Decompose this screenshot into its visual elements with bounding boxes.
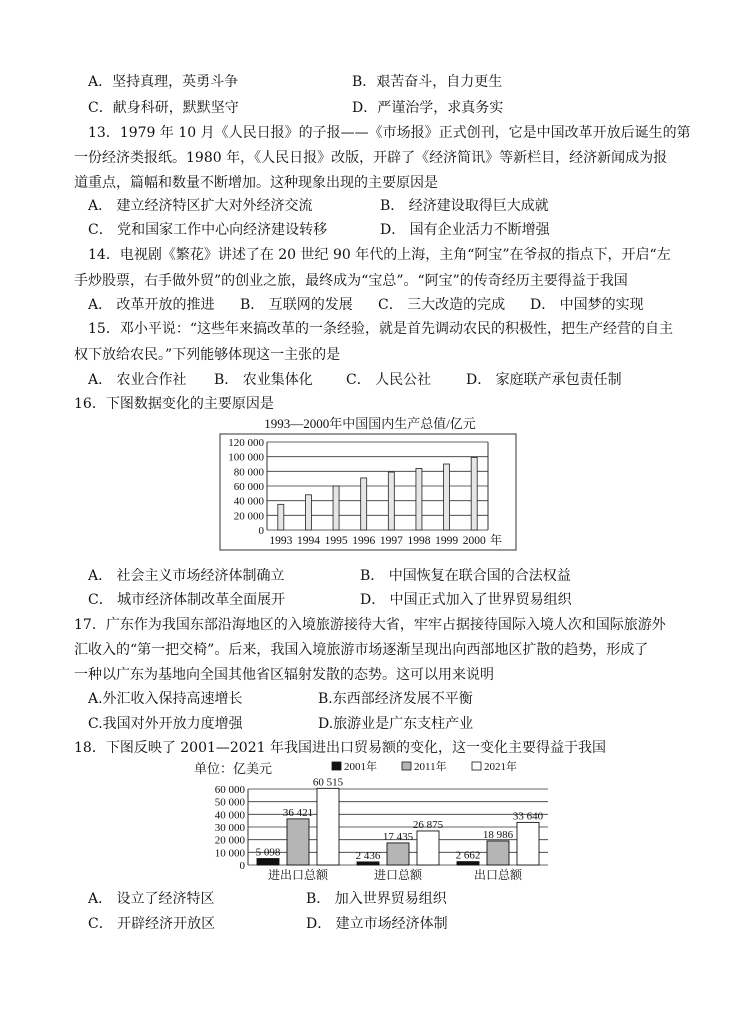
trade-chart: [192, 757, 552, 881]
q17-stem-line-1: 17．广东作为我国东部沿海地区的入境旅游接待大省，牢牢占据接待国际入境人次和国际旅游外: [74, 617, 666, 633]
q18-option-b: B． 加入世界贸易组织: [306, 891, 447, 907]
trade-x-tick-label: 出口总额: [473, 868, 523, 881]
trade-bar-0-1: [287, 819, 309, 865]
q16-option-a: A． 社会主义市场经济体制确立: [88, 568, 285, 584]
q17-option-a: A.外汇收入保持高速增长: [88, 691, 243, 707]
q15-option-c: C． 人民公社: [346, 372, 432, 388]
q13-stem-line-3: 道重点，篇幅和数量不断增加。这种现象出现的主要原因是: [74, 175, 438, 191]
q17-stem-line-3: 一种以广东为基地向全国其他省区辐射发散的态势。这可以用来说明: [74, 667, 494, 683]
q15-stem-line-1: 15．邓小平说：“这些年来搞改革的一条经验，就是首先调动农民的积极性，把生产经营的自主: [88, 321, 673, 337]
trade-data-label: 60 515: [312, 776, 344, 789]
q15-option-d: D． 家庭联产承包责任制: [466, 372, 622, 388]
prev-option-c: C．献身科研，默默坚守: [88, 100, 239, 116]
q17-option-c: C.我国对外开放力度增强: [88, 716, 243, 732]
trade-data-label: 2 662: [455, 849, 481, 862]
prev-option-a: A．坚持真理，英勇斗争: [88, 74, 239, 90]
gdp-chart: [210, 412, 540, 552]
q16-stem: 16．下图数据变化的主要原因是: [74, 396, 274, 412]
gdp-bar-1993: [278, 504, 284, 530]
gdp-chart-title: 1993—2000年中国国内生产总值/亿元: [264, 416, 476, 431]
trade-data-label: 5 098: [255, 846, 281, 859]
gdp-x-tick-label: 1998: [407, 535, 431, 547]
trade-y-tick-label: 50 000: [214, 796, 245, 809]
trade-bar-2-2: [517, 822, 539, 865]
q14-option-d: D． 中国梦的实现: [530, 297, 644, 313]
trade-bar-1-1: [387, 843, 409, 865]
q17-option-d: D.旅游业是广东支柱产业: [318, 716, 474, 732]
gdp-bar-1997: [388, 472, 394, 530]
trade-y-tick-label: 10 000: [214, 847, 245, 860]
trade-y-tick-label: 30 000: [214, 822, 245, 834]
prev-option-d: D．严谨治学，求真务实: [352, 100, 504, 116]
trade-legend-swatch-2: [472, 762, 481, 770]
q16-option-c: C． 城市经济体制改革全面展开: [88, 592, 286, 608]
gdp-bar-2000: [471, 457, 477, 530]
trade-bar-0-2: [317, 788, 339, 865]
trade-y-tick-label: 0: [239, 860, 245, 872]
q18-option-a: A． 设立了经济特区: [88, 891, 215, 907]
q14-option-c: C． 三大改造的完成: [378, 297, 506, 313]
q18-option-d: D． 建立市场经济体制: [306, 916, 448, 932]
gdp-bar-1994: [305, 495, 311, 530]
trade-data-label: 17 435: [382, 830, 414, 843]
q14-stem-line-1: 14．电视剧《繁花》讲述了在 20 世纪 90 年代的上海，主角“阿宝”在爷叔的指点下，开启“左: [88, 247, 671, 263]
gdp-x-tick-label: 1997: [379, 535, 403, 547]
trade-bar-2-0: [457, 862, 479, 865]
q15-option-b: B． 农业集体化: [214, 372, 313, 388]
gdp-x-tick-label: 1994: [296, 535, 320, 547]
q17-stem-line-2: 汇收入的“第一把交椅”。后来，我国入境旅游市场逐渐呈现出向西部地区扩散的趋势，形成了: [74, 642, 649, 658]
trade-bar-0-0: [257, 859, 279, 865]
q13-option-a: A． 建立经济特区扩大对外经济交流: [88, 198, 313, 214]
gdp-x-tick-label: 1995: [324, 535, 348, 547]
gdp-x-tick-label: 1993: [269, 535, 293, 547]
trade-y-tick-label: 20 000: [214, 834, 245, 847]
trade-chart-unit: 单位：亿美元: [194, 761, 273, 776]
q18-option-c: C． 开辟经济开放区: [88, 916, 216, 932]
gdp-x-tick-label: 1996: [352, 535, 376, 547]
q15-stem-line-2: 权下放给农民。”下列能够体现这一主张的是: [74, 347, 341, 363]
trade-x-tick-label: 进口总额: [373, 868, 423, 881]
trade-data-label: 26 875: [412, 818, 444, 831]
gdp-y-tick-label: 120 000: [228, 437, 264, 449]
trade-bar-1-2: [417, 831, 439, 865]
gdp-y-tick-label: 20 000: [233, 510, 264, 523]
trade-y-tick-label: 40 000: [214, 809, 245, 822]
trade-legend-label-2: 2021年: [484, 761, 517, 773]
q14-stem-line-2: 手炒股票，右手做外贸”的创业之旅，最终成为“宝总”。“阿宝”的传奇经历主要得益于我国: [74, 273, 628, 289]
gdp-y-tick-label: 80 000: [233, 466, 264, 479]
q15-option-a: A． 农业合作社: [88, 372, 187, 388]
q16-option-b: B． 中国恢复在联合国的合法权益: [360, 568, 571, 584]
gdp-bar-1998: [416, 468, 422, 530]
trade-legend-label-1: 2011年: [414, 761, 447, 773]
gdp-y-tick-label: 0: [258, 525, 264, 537]
trade-data-label: 36 421: [282, 806, 314, 819]
gdp-bar-1995: [333, 486, 339, 530]
q18-stem: 18．下图反映了 2001—2021 年我国进出口贸易额的变化，这一变化主要得益于我国: [74, 740, 606, 756]
q17-option-b: B.东西部经济发展不平衡: [318, 691, 473, 707]
q13-stem-line-1: 13．1979 年 10 月《人民日报》的子报——《市场报》正式创刊，它是中国改革开放后诞生的第: [88, 125, 691, 141]
q13-stem-line-2: 一份经济类报纸。1980 年，《人民日报》改版，开辟了《经济简讯》等新栏目，经济新闻成为报: [74, 150, 668, 166]
q14-option-b: B． 互联网的发展: [240, 297, 353, 313]
q16-option-d: D． 中国正式加入了世界贸易组织: [360, 592, 572, 608]
trade-legend-swatch-1: [402, 762, 411, 770]
gdp-bar-1996: [361, 478, 367, 530]
trade-x-tick-label: 进出口总额: [267, 868, 329, 881]
trade-data-label: 2 436: [355, 849, 381, 862]
trade-data-label: 18 986: [482, 828, 514, 841]
gdp-y-tick-label: 60 000: [233, 481, 264, 493]
gdp-x-tick-label: 2000: [462, 535, 486, 547]
trade-bar-1-0: [357, 862, 379, 865]
q13-option-b: B． 经济建设取得巨大成就: [380, 198, 549, 214]
trade-legend-swatch-0: [332, 762, 341, 770]
trade-y-tick-label: 60 000: [214, 784, 245, 796]
q13-option-d: D． 国有企业活力不断增强: [380, 222, 550, 238]
trade-data-label: 33 640: [512, 810, 544, 823]
prev-option-b: B．艰苦奋斗，自力更生: [352, 74, 503, 90]
gdp-y-tick-label: 40 000: [233, 495, 264, 508]
gdp-y-tick-label: 100 000: [228, 451, 264, 464]
gdp-x-tick-label: 1999: [435, 535, 459, 547]
q13-option-c: C． 党和国家工作中心向经济建设转移: [88, 222, 328, 238]
gdp-x-unit: 年: [489, 533, 503, 547]
trade-bar-2-1: [487, 841, 509, 865]
q14-option-a: A． 改革开放的推进: [88, 297, 215, 313]
gdp-bar-1999: [444, 464, 450, 530]
trade-legend-label-0: 2001年: [344, 761, 377, 773]
